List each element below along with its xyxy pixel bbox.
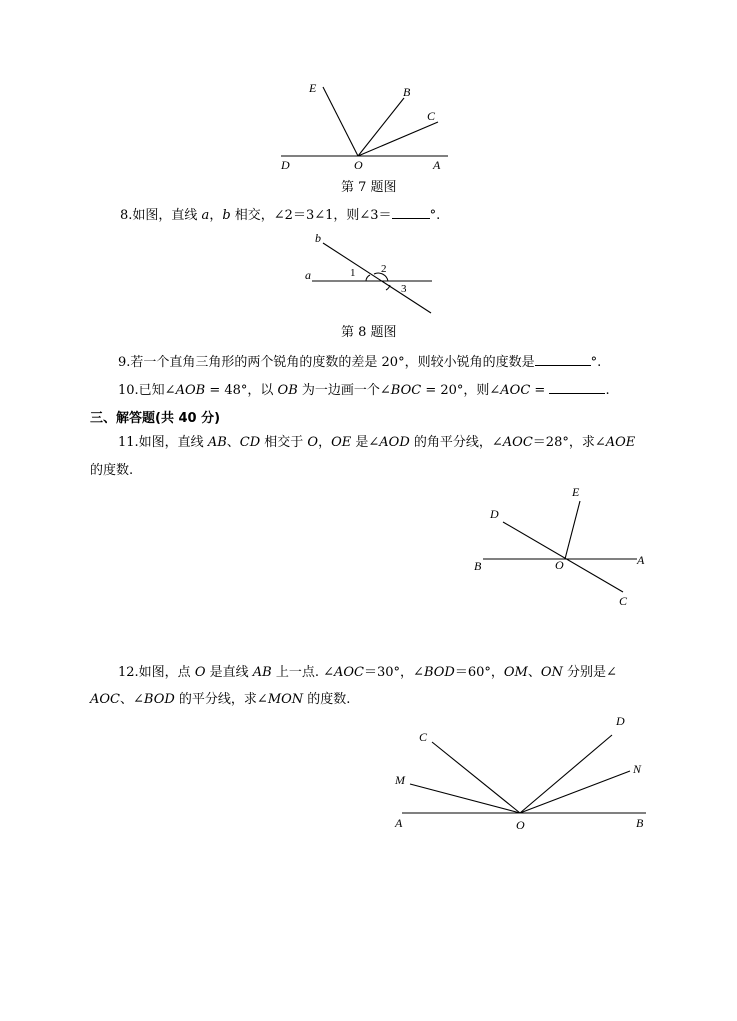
- label-angle-1: 1: [350, 267, 356, 279]
- q12-line2-bod: BOD: [143, 692, 175, 707]
- label-angle-2: 2: [381, 263, 387, 275]
- label-m: M: [395, 773, 405, 787]
- q12-text-d: ＝30°，∠: [364, 665, 424, 680]
- q12-o: O: [194, 665, 206, 680]
- label-d: D: [281, 158, 290, 172]
- q8-suffix: °.: [429, 208, 441, 223]
- ray-od: [520, 735, 612, 813]
- label-o: O: [555, 558, 564, 572]
- q12-line2-aoc: AOC: [90, 692, 120, 707]
- label-b: B: [403, 85, 411, 99]
- q9-suffix: °.: [590, 355, 602, 370]
- q12-line2-b: 的平分线，求∠: [174, 692, 268, 707]
- q11-cd: CD: [239, 435, 261, 450]
- label-line-a: a: [305, 268, 311, 282]
- label-line-b: b: [315, 231, 321, 245]
- label-a: A: [433, 158, 441, 172]
- q12-line2-c: 的度数.: [303, 692, 351, 707]
- q8-var-b: b: [222, 208, 231, 223]
- q11-oe: OE: [331, 435, 352, 450]
- q12-text-f: 分别是∠: [562, 665, 617, 680]
- q12-on: ON: [540, 665, 563, 680]
- q12-om: OM: [503, 665, 528, 680]
- label-n: N: [633, 762, 642, 776]
- q12-sep: 、: [527, 665, 541, 680]
- ray-om: [410, 784, 520, 813]
- q11-aod: AOD: [379, 435, 410, 450]
- label-a: A: [395, 816, 403, 830]
- ray-oc: [432, 742, 520, 813]
- label-c: C: [419, 730, 428, 744]
- question-11-line-2: 的度数.: [90, 463, 134, 478]
- q12-ab: AB: [252, 665, 272, 680]
- q11-sep2: ，: [318, 435, 332, 450]
- label-c: C: [619, 594, 628, 608]
- label-b: B: [474, 559, 482, 573]
- label-e: E: [572, 485, 580, 499]
- q8-mid: 相交，∠2＝3∠1，则∠3＝: [230, 208, 392, 223]
- label-b: B: [636, 816, 644, 830]
- ray-on: [520, 771, 630, 813]
- q10-aob: AOB: [175, 383, 206, 398]
- q12-line2-a: 、∠: [120, 692, 144, 707]
- q12-text-e: ＝60°，: [454, 665, 504, 680]
- label-a: A: [637, 553, 645, 567]
- q11-aoc: AOC: [502, 435, 533, 450]
- q9-text: 9.若一个直角三角形的两个锐角的度数的差是 20°，则较小锐角的度数是: [118, 355, 535, 370]
- label-c: C: [427, 109, 436, 123]
- q11-text-b: 相交于: [260, 435, 308, 450]
- section-3-heading: 三、解答题(共 40 分): [90, 411, 221, 426]
- q11-text-d: 的角平分线，∠: [409, 435, 503, 450]
- q8-prefix: 8.如图，直线: [120, 208, 202, 223]
- q11-text-e: ＝28°，求∠: [532, 435, 606, 450]
- figure-8-caption: 第 8 题图: [341, 325, 397, 340]
- q10-text2: = 48°，以: [205, 383, 278, 398]
- label-angle-3: 3: [401, 283, 407, 295]
- q8-var-a: a: [201, 208, 210, 223]
- q12-bod: BOD: [423, 665, 455, 680]
- q12-text-a: 12.如图，点: [118, 665, 195, 680]
- q12-mon: MON: [267, 692, 304, 707]
- q12-aoc: AOC: [334, 665, 364, 680]
- label-o: O: [516, 818, 525, 832]
- q11-o: O: [307, 435, 319, 450]
- q10-text1: 10.已知∠: [118, 383, 176, 398]
- figure-7-caption: 第 7 题图: [341, 180, 397, 195]
- q11-ab: AB: [207, 435, 227, 450]
- q10-text3: 为一边画一个∠: [297, 383, 391, 398]
- label-d: D: [490, 507, 499, 521]
- q10-boc: BOC: [390, 383, 422, 398]
- q11-text-c: 是∠: [351, 435, 380, 450]
- label-d: D: [616, 714, 625, 728]
- q10-text5: =: [530, 383, 550, 398]
- q12-text-c: 上一点. ∠: [271, 665, 334, 680]
- q10-suffix: .: [605, 383, 610, 398]
- q11-aoe: AOE: [605, 435, 636, 450]
- q11-text-a: 11.如图，直线: [118, 435, 208, 450]
- q10-text4: = 20°，则∠: [421, 383, 501, 398]
- q10-ob: OB: [277, 383, 298, 398]
- q12-text-b: 是直线: [205, 665, 253, 680]
- label-e: E: [309, 81, 317, 95]
- q11-sep1: 、: [226, 435, 240, 450]
- q10-aoc: AOC: [500, 383, 531, 398]
- label-o: O: [354, 158, 363, 172]
- q8-sep: ，: [209, 208, 223, 223]
